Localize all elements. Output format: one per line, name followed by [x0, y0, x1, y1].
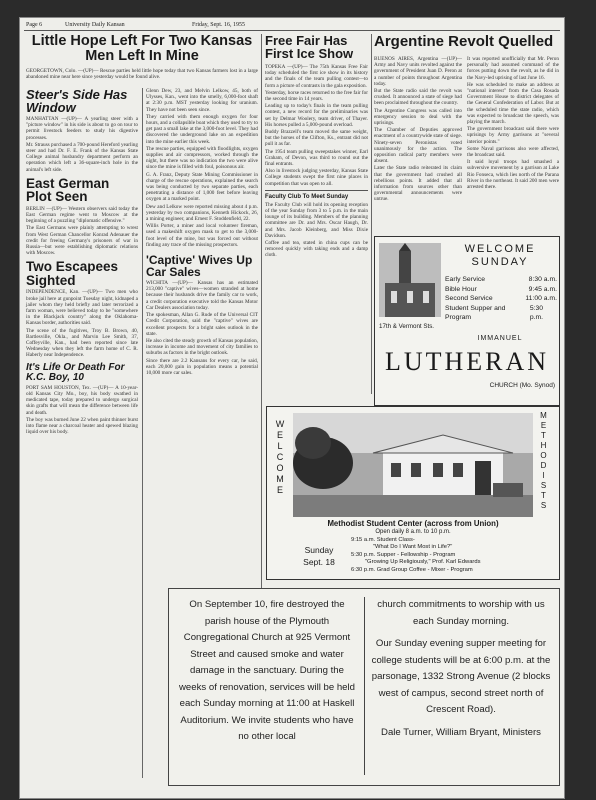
service-times — [445, 275, 557, 323]
mine-story: Glenn Dew, 23, and Melvin Lelkow, 45, both of Ulysses, Kan., went into the smelly, 6,000-foot shaft at 2:30 p.m. MST yesterday looking for uranium. They have not been seen since. They carried with them enough oxygen for four hours, and a collapsible boat which they used to try to get past a small lake at the 3,000-foot level. They had discovered the underground lake on an expedition into the mine earlier this week. The rescue parties, equipped with floodlights, oxygen supplies and air compressors, worked through the night, but there was no indication the two were alive since the mine is filled with foul, poisonous air. G. A. Franz, Deputy State Mining Commissioner in charge of the rescue operations, explained the search was being conducted by two separate parties, each penetrating a distance of 1,000 feet before leaving oxygen at a marked point. Dew and Lelkow were reported missing about 4 p.m. yesterday by two companions, Kenneth Hickock, 26, a mining engineer, and Ernest F. Stoddenfield, 22. Willis Porter, a miner and local volunteer fireman, used a makeshift oxygen mask to get to the 3,000-foot level of the mine, but was forced out without finding any trace of the missing prospectors. — [146, 88, 258, 248]
escapees-headline: Two Escapees Sighted — [26, 259, 119, 288]
welcome-title: WELCOME — [464, 243, 536, 255]
steer-headline: Steer's Side Has Window — [26, 87, 128, 115]
kc-boy-headline: It's Life Or Death For K.C. Boy, 10 — [26, 361, 125, 383]
column-3 — [265, 34, 368, 260]
plot-story: BERLIN —(UP)— Western observers said today the East German regime went to Moscow at the beginning of a puzzling "diplomatic offensive." The East Germans were plainly attempting to wrest from West German Chancellor Konrad Adenauer the credit for freeing Germany's prisoners of war in Russia—but were establishing diplomatic relations with Moscow. — [26, 205, 138, 257]
service-row: Student Supper and Program 5:30 p.m. — [445, 304, 544, 321]
schedule-line: 5:30 p.m. Supper - Fellowship - Program — [351, 551, 456, 558]
faculty-headline: Faculty Club To Meet Sunday — [265, 193, 349, 200]
center-hours: Open daily 8 a.m. to 10 p.m. — [375, 529, 451, 535]
mine-headline: Little Hope Left For Two Kansas Men Left In Mine — [31, 33, 253, 64]
rule — [265, 190, 368, 191]
newspaper-page — [20, 18, 564, 798]
issue-date: Friday, Sept. 16, 1955 — [192, 22, 245, 28]
fair-headline: Free Fair Has First Ice Show — [265, 33, 354, 61]
building-illustration — [293, 413, 533, 517]
service-row: Bible Hour 9:45 a.m. — [445, 285, 557, 293]
argentine-headline: Argentine Revolt Quelled — [374, 33, 554, 50]
paper-name: University Daily Kansan — [65, 22, 125, 28]
kc-boy-story: PORT SAM HOUSTON, Tex. —(UP)— A 10-year-old Kansas City Mo., boy, his body swathed in medicated tape, today prepared to undergo surgical skin grafts that will mean the difference between life and death. The boy was burned June 22 when paint thinner burst into flame near a charcoal heater and spewed blazing liquid over his body. — [26, 384, 138, 436]
col-divider — [142, 88, 143, 778]
escapees-story: INDEPENDENCE, Kan. —(UP)— Two men who broke jail here at gunpoint Tuesday night, kidnaped a jailer whom they held briefly and later terrorized a farm woman, were believed today to be "somewhere in the Blackjack country" along the Oklahoma-Kansas border, authorities said. The scene of the fugitives, Troy B. Brown, 40, Bartlesville, Okla., and Marvin Lee Smith, 37, Coffeyville, Kan., had been reported since late Wednesday when they left the farm home of C. R. Haberly near Independence. — [26, 289, 138, 359]
schedule-line: 6:30 p.m. Grad Group Coffee - Mixer - Program — [351, 566, 473, 573]
welcome-vertical: WELCOME — [275, 419, 285, 496]
page-number: Page 6 — [26, 22, 43, 28]
church-illustration — [379, 243, 441, 317]
argentine-right: It was reported unofficially that Mr. Peron personally had assumed command of the forces putting down the revolt, as he did in the Navy-led uprising of last June 16. He was scheduled to make an address at "national interest" from the Casa Rosada Government House to district delegates of the General Confederation of Labor. But at the scheduled time the state radio, which was expected to broadcast the speech, was playing the march. The government broadcast said there were uprisings by Army garrisons at "several interior points." Some Naval garrisons also were affected, the broadcast said. It said loyal troops had smashed a subversive movement by a garrison at Lake Rio Fonseca, which lies north of the Parana River in the northeast. It said 200 men were arrested there. — [467, 56, 559, 191]
date-label: Sept. 18 — [303, 557, 335, 567]
argentine-left: BUENOS AIRES, Argentina —(UP)— Army and Navy units revolted against the government of President Juan D. Peron at a number of points throughout Argentina today. But the State radio said the revolt was crushed. It announced a state of siege had been proclaimed throughout the country. The Argentine Congress was called into emergency session to deal with the uprisings. The Chamber of Deputies approved enactment of a countrywide state of siege. Ninety-seven Peronistas voted unanimously for the action. The opposition radical party members were absent. Later the State radio reiterated its claim that the government had crushed all rebellious points. It added that all information from sources other than governmental announcements were untrue. — [374, 56, 462, 203]
church-photo — [379, 243, 441, 317]
service-row: Early Service 8:30 a.m. — [445, 276, 557, 283]
methodist-ad — [266, 406, 560, 580]
center-title: Methodist Student Center (across from Union) — [327, 519, 499, 528]
schedule-line: "What Do I Want Most in Life?" — [373, 544, 453, 551]
lutheran-ad — [374, 236, 560, 406]
faculty-story: The Faculty Club will hold its opening reception of the year Sunday from 3 to 5 p.m. in the main lounge of its building. Members of the planning committee are Dr. and Mrs. Oscar Haugh, Dr. and Mrs. Jacob Kleinberg, and Miss Dixie Davidson. Coffee and tea, stated in china cups can be removed quickly with taking ends and a damp cloth. — [265, 201, 368, 259]
mine-lead: GEORGETOWN, Colo. —(UP)— Rescue parties held little hope today that two Kansas farmers lost in a large abandoned mine near here since yesterday would be found alive. — [26, 68, 258, 81]
methodists-vertical: METHODISTS — [539, 411, 548, 511]
header-rule — [24, 30, 560, 31]
steer-story: MANHATTAN —(UP)— A yearling steer with a "picture window" in his side is about to go on tour to permit livestock feeders to study his digestive processes. Mr. Strauss purchased a 700-pound Hereford yearling steer and had Dr. F. E. Frank of the Kansas State College animal husbandry department perform an operation which left a 36-square-inch hole in the animal's left side. — [26, 116, 138, 173]
methodist-schedule — [351, 537, 535, 574]
captive-headline: 'Captive' Wives Up Car Sales — [146, 253, 253, 280]
sunday-title: SUNDAY — [471, 256, 529, 268]
plot-headline: East German Plot Seen — [26, 175, 110, 205]
schedule-line: "Growing Up Religiously," Prof. Karl Edwards — [365, 559, 481, 566]
schedule-line: 9:15 a.m. Student Class- — [351, 537, 415, 543]
captive-story: WICHITA —(UP)— Kansas has an estimated 213,000 "captive" wives—women stranded at home because their husbands drive the family car to work, a credit corporation executive told the Kansas Motor Car Dealers association today. The spokesman, Allan G. Rude of the Universal CIT Credit Corporation, said the "captive" wives are excellent prospects for a bright sales outlook in the state. He also cited the steady growth of Kansas population, increase in income and movement of city families to suburbs as factors in the bright outlook. Since there are 2.2 Kansans for every car, he said, each 20,000 gain in population means a potential 10,000 more car sales. — [146, 280, 258, 376]
ad-divider — [364, 597, 365, 775]
fair-story: TOPEKA —(UP)— The 75th Kansas Free Fair today scheduled the first ice show in its history and the finals of the team pulling contest—to form a picture of contrasts in the gala exposition. Yesterday, horse races returned to the free fair for the second time in 14 years. Leading up to today's finals in the team pulling contest, a new record for the preliminaries was set by Delmar Woolery, team driver, of Thayer. His horses pulled a 5,000-pound overload. Buddy Brazzell's team moved the same weight, but the horses of the Clifton, Ks., entrant did not pull it as far. The 1954 team pulling sweepstakes winner, Earl Graham, of Devon, was third to round out the final entrants. Also in livestock judging yesterday, Kansas State College students swept the first nine places in competition that was open to all. — [265, 64, 368, 187]
col-divider — [371, 34, 372, 394]
lutheran-wordmark: LUTHERAN — [384, 347, 550, 376]
plymouth-ad — [168, 588, 560, 786]
column-2 — [146, 88, 258, 377]
plymouth-right-text: church commitments to worship with us each Sunday morning. Our Sunday evening supper meeting for college students will be at 6:00 p.m. at the parsonage, 1332 Strong Avenue (2 blocks west of campus, second street north of Crescent Road). Dale Turner, William Bryant, Ministers — [371, 597, 551, 741]
service-row: Second Service 11:00 a.m. — [445, 295, 557, 302]
col-divider — [261, 34, 262, 594]
ministers-signature: Dale Turner, William Bryant, Ministers — [381, 726, 541, 738]
plymouth-left-text: On September 10, fire destroyed the parish house of the Plymouth Congregational Church at 925 Vermont Street and caused smoke and water damage in the sanctuary. During the weeks of renovation, services will be held each Sunday morning at 11:00 at Haskell Auditorium. We invite students who have no other local — [179, 599, 355, 742]
church-address: 17th & Vermont Sts. — [379, 323, 435, 330]
immanuel: IMMANUEL — [477, 335, 523, 342]
sunday-label: Sunday — [304, 545, 334, 555]
synod-label: CHURCH (Mo. Synod) — [489, 382, 555, 389]
column-1 — [26, 88, 138, 436]
student-center-photo — [293, 413, 533, 517]
